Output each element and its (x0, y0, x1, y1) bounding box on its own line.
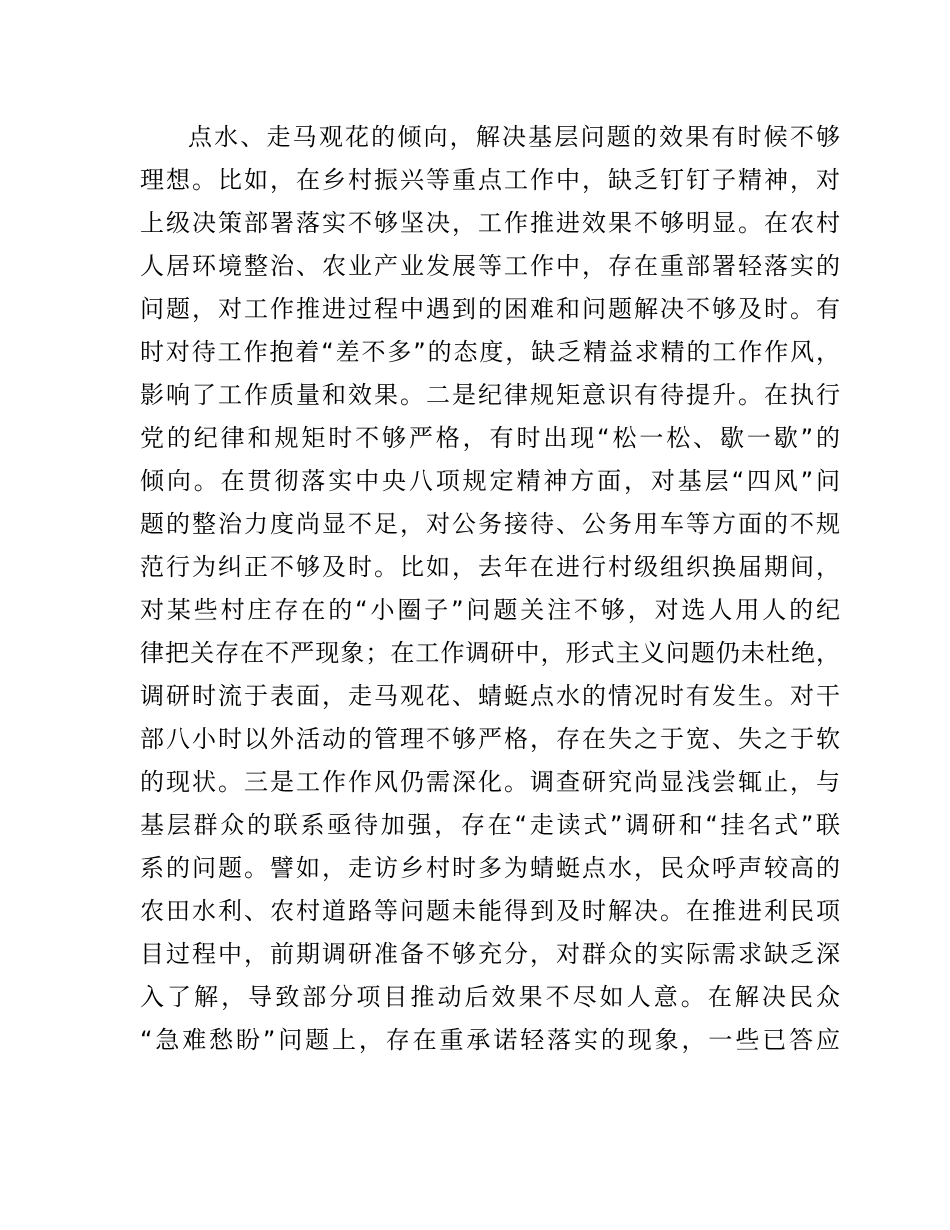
text-line: 人居环境整治、农业产业发展等工作中，存在重部署轻落实的 (140, 252, 840, 280)
text-line: 题的整治力度尚显不足，对公务接待、公务用车等方面的不规 (140, 510, 840, 538)
text-line: 基层群众的联系亟待加强，存在“走读式”调研和“挂名式”联 (140, 811, 840, 839)
text-line: 部八小时以外活动的管理不够严格，存在失之于宽、失之于软 (140, 725, 840, 753)
text-line: 目过程中，前期调研准备不够充分，对群众的实际需求缺乏深 (140, 940, 840, 968)
text-line: 律把关存在不严现象；在工作调研中，形式主义问题仍未杜绝， (140, 639, 840, 667)
text-line: 上级决策部署落实不够坚决，工作推进效果不够明显。在农村 (140, 209, 840, 237)
text-line: 入了解，导致部分项目推动后效果不尽如人意。在解决民众 (140, 983, 840, 1011)
body-paragraph (140, 116, 840, 1062)
text-line: 党的纪律和规矩时不够严格，有时出现“松一松、歇一歇”的 (140, 424, 840, 452)
text-line: 范行为纠正不够及时。比如，去年在进行村级组织换届期间， (140, 553, 840, 581)
text-line: 的现状。三是工作作风仍需深化。调查研究尚显浅尝辄止，与 (140, 768, 840, 796)
text-line: 问题，对工作推进过程中遇到的困难和问题解决不够及时。有 (140, 295, 840, 323)
text-line: 影响了工作质量和效果。二是纪律规矩意识有待提升。在执行 (140, 381, 840, 409)
text-line: 农田水利、农村道路等问题未能得到及时解决。在推进利民项 (140, 897, 840, 925)
text-line: 倾向。在贯彻落实中央八项规定精神方面，对基层“四风”问 (140, 467, 840, 495)
text-line: 对某些村庄存在的“小圈子”问题关注不够，对选人用人的纪 (140, 596, 840, 624)
text-line: 调研时流于表面，走马观花、蜻蜓点水的情况时有发生。对干 (140, 682, 840, 710)
text-line: 点水、走马观花的倾向，解决基层问题的效果有时候不够 (188, 123, 840, 151)
text-line: 理想。比如，在乡村振兴等重点工作中，缺乏钉钉子精神，对 (140, 166, 840, 194)
text-line: 系的问题。譬如，走访乡村时多为蜻蜓点水，民众呼声较高的 (140, 854, 840, 882)
text-line: 时对待工作抱着“差不多”的态度，缺乏精益求精的工作作风， (140, 338, 840, 366)
text-line: “急难愁盼”问题上，存在重承诺轻落实的现象，一些已答应 (140, 1026, 840, 1054)
